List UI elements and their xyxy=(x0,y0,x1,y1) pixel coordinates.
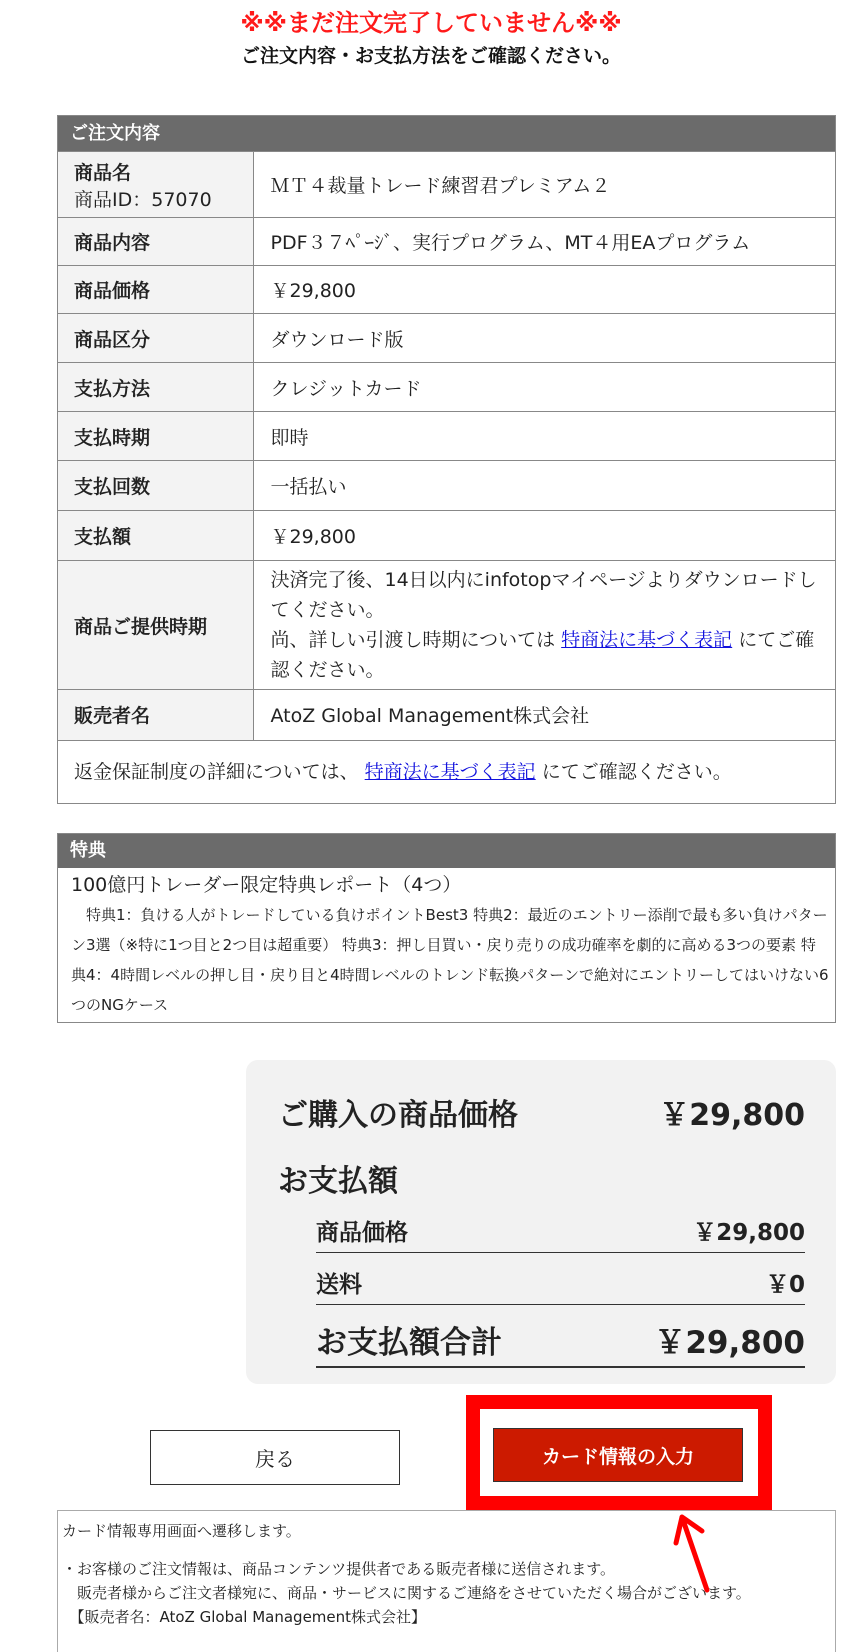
value-product-contents: PDF３７ﾍﾟｰｼﾞ、実行プログラム、MT４用EAプログラム xyxy=(253,218,835,266)
label-product-contents: 商品内容 xyxy=(58,218,253,266)
label-seller-name: 販売者名 xyxy=(58,690,253,740)
delivery-timing-text: 決済完了後、14日以内にinfotopマイページよりダウンロードしてください。 xyxy=(270,569,817,621)
subtotal-row xyxy=(316,1208,805,1253)
delivery-timing-note-end: にてご確認ください。 xyxy=(270,629,815,681)
notice-line-seller: 【販売者名：AtoZ Global Management株式会社】 xyxy=(62,1608,427,1626)
total-label: お支払額合計 xyxy=(316,1324,502,1361)
bonus-title: 100億円トレーダー限定特典レポート（4つ） xyxy=(71,874,462,896)
refund-text: 返金保証制度の詳細については、 xyxy=(74,760,365,783)
value-seller-name: AtoZ Global Management株式会社 xyxy=(253,690,835,740)
row-payment-timing xyxy=(58,412,835,461)
total-value: ￥29,800 xyxy=(654,1324,805,1361)
notice-line-contact: 販売者様からご注文者様宛に、商品・サービスに関するご連絡をさせていただく場合がございます。 xyxy=(62,1584,751,1602)
label-product-price: 商品価格 xyxy=(58,266,253,314)
shipping-row xyxy=(316,1260,805,1305)
order-section-header: ご注文内容 xyxy=(58,116,835,151)
confirm-instruction: ご注文内容・お支払方法をご確認ください。 xyxy=(240,45,621,67)
bonus-description: 特典1：負ける人がトレードしている負けポイントBest3 特典2：最近のエントリー添削で最も多い負けパターン3選（※特に1つ目と2つ目は超重要） 特典3：押し目買い・戻り売りの成功確率を劇的に高める3つの要素 特典4：4時間レベルの押し目・戻り目と4時間レベルのトレンド転換パターンで絶対にエントリーしてはいけない6つのNGケース xyxy=(71,906,829,1014)
row-product-name xyxy=(58,152,835,218)
row-product-price xyxy=(58,266,835,314)
notice-line-info-sent: ・お客様のご注文情報は、商品コンテンツ提供者である販売者様に送信されます。 xyxy=(62,1560,616,1578)
value-delivery-timing xyxy=(253,561,835,690)
shipping-value: ￥0 xyxy=(765,1271,805,1298)
notice-line-transition: カード情報専用画面へ遷移します。 xyxy=(62,1522,301,1540)
label-product-category: 商品区分 xyxy=(58,314,253,363)
value-payment-amount: ￥29,800 xyxy=(253,511,835,561)
row-delivery-timing xyxy=(58,561,835,690)
purchase-price-value: ￥29,800 xyxy=(659,1098,805,1133)
total-row xyxy=(316,1312,805,1368)
label-payment-method: 支払方法 xyxy=(58,363,253,412)
red-arrow-icon xyxy=(672,1505,742,1595)
value-product-price: ￥29,800 xyxy=(253,266,835,314)
value-payment-count: 一括払い xyxy=(253,461,835,511)
value-payment-timing: 即時 xyxy=(253,412,835,461)
value-payment-method: クレジットカード xyxy=(253,363,835,412)
label-payment-timing: 支払時期 xyxy=(58,412,253,461)
label-payment-amount: 支払額 xyxy=(58,511,253,561)
row-payment-method xyxy=(58,363,835,412)
payment-summary xyxy=(246,1060,836,1384)
refund-tokushoho-link[interactable]: 特商法に基づく表記 xyxy=(364,760,536,783)
value-product-name: ＭＴ４裁量トレード練習君プレミアム２ xyxy=(253,152,835,218)
order-details-table xyxy=(58,151,835,740)
row-product-category xyxy=(58,314,835,363)
tokushoho-link[interactable]: 特商法に基づく表記 xyxy=(561,629,733,651)
bonus-panel xyxy=(57,833,836,1023)
enter-card-info-button[interactable]: カード情報の入力 xyxy=(493,1428,743,1482)
row-payment-count xyxy=(58,461,835,511)
delivery-timing-note: 尚、詳しい引渡し時期については xyxy=(270,629,562,651)
back-button[interactable]: 戻る xyxy=(150,1430,400,1485)
purchase-price-label: ご購入の商品価格 xyxy=(278,1098,518,1133)
bonus-section-header: 特典 xyxy=(58,834,835,868)
label-product-name: 商品名 xyxy=(74,161,132,184)
subtotal-value: ￥29,800 xyxy=(693,1219,805,1246)
label-payment-count: 支払回数 xyxy=(58,461,253,511)
purchase-price-row xyxy=(278,1082,805,1142)
warning-banner: ※※まだ注文完了していません※※ xyxy=(240,9,622,37)
row-seller-name xyxy=(58,690,835,740)
bonus-body xyxy=(58,868,835,1022)
payment-amount-heading: お支払額 xyxy=(278,1164,398,1199)
row-label xyxy=(58,152,253,218)
label-product-id: 商品ID：57070 xyxy=(74,188,212,211)
row-payment-amount xyxy=(58,511,835,561)
refund-guarantee-note xyxy=(58,740,835,803)
value-product-category: ダウンロード版 xyxy=(253,314,835,363)
refund-text-end: にてご確認ください。 xyxy=(535,760,732,783)
order-details-panel xyxy=(57,115,836,804)
row-product-contents xyxy=(58,218,835,266)
label-delivery-timing: 商品ご提供時期 xyxy=(58,561,253,690)
subtotal-label: 商品価格 xyxy=(316,1219,408,1246)
shipping-label: 送料 xyxy=(316,1271,362,1298)
